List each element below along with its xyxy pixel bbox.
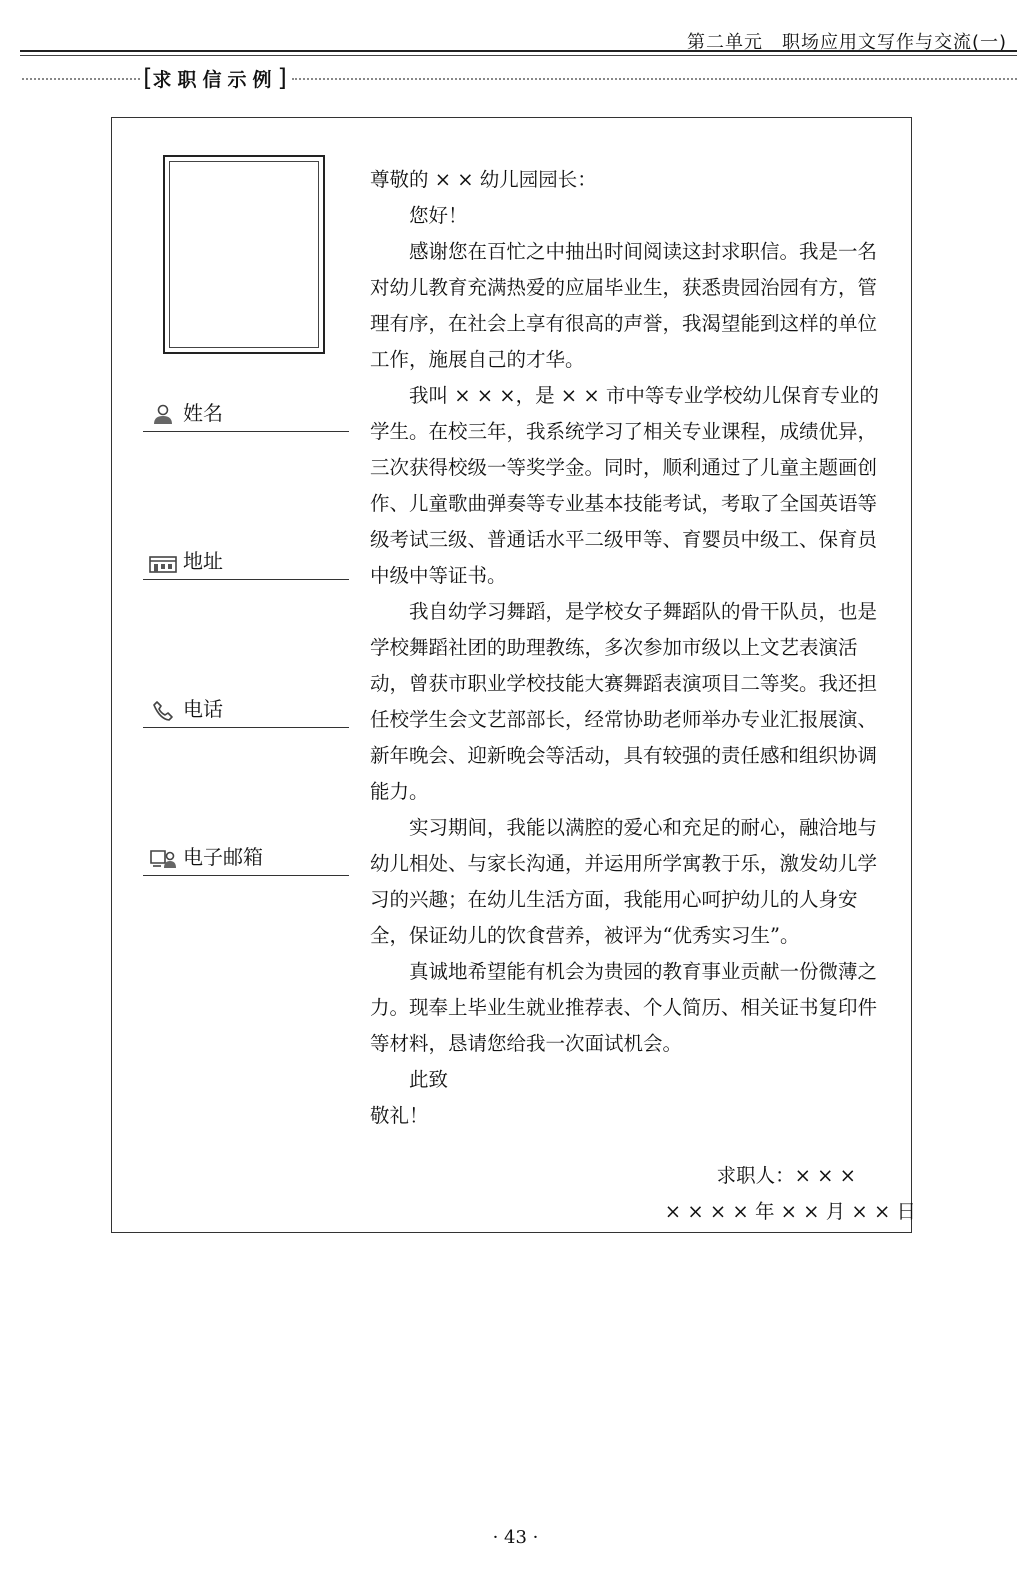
dotted-divider-left [22, 78, 140, 80]
phone-icon [149, 700, 177, 722]
field-address [143, 548, 349, 580]
person-icon [149, 404, 177, 426]
letter-closing: 此致 [409, 1068, 449, 1091]
date-line: × × × × 年 × × 月 × × 日 [664, 1200, 916, 1223]
signature-block [665, 1158, 916, 1230]
running-header-title: 第二单元 职场应用文写作与交流(一) [686, 32, 1007, 53]
email-person-icon [149, 848, 177, 870]
letter-body [370, 162, 890, 1134]
field-label: 电话 [183, 697, 223, 721]
field-name [143, 400, 349, 432]
letter-paragraph: 感谢您在百忙之中抽出时间阅读这封求职信。我是一名对幼儿教育充满热爱的应届毕业生，获悉贵园治园有方，管理有序，在社会上享有很高的声誉，我渴望能到这样的单位工作，施展自己的才华。 [370, 240, 878, 371]
signer-line: 求职人：× × × [716, 1164, 856, 1187]
field-label: 电子邮箱 [183, 845, 263, 869]
header-rule-thin [20, 55, 1017, 56]
letter-paragraph: 我叫 × × ×，是 × × 市中等专业学校幼儿保育专业的学生。在校三年，我系统学习了相关专业课程，成绩优异，三次获得校级一等奖学金。同时，顺利通过了儿童主题画创作、儿童歌曲弹奏等专业基本技能考试，考取了全国英语等级考试三级、普通话水平二级甲等、育婴员中级工、保育员中级中等证书。 [370, 384, 879, 587]
letter-regards: 敬礼！ [370, 1104, 429, 1127]
building-icon [149, 552, 177, 574]
letter-paragraph: 实习期间，我能以满腔的爱心和充足的耐心，融洽地与幼儿相处、与家长沟通，并运用所学寓教于乐，激发幼儿学习的兴趣；在幼儿生活方面，我能用心呵护幼儿的人身安全，保证幼儿的饮食营养，被评为“优秀实习生”。 [370, 816, 878, 947]
photo-inner-border [169, 161, 319, 348]
field-email [143, 844, 349, 876]
section-label-text: 求职信示例 [152, 68, 278, 91]
photo-placeholder [163, 155, 325, 354]
section-label [140, 64, 290, 92]
letter-greeting: 您好！ [409, 204, 468, 227]
letter-salutation: 尊敬的 × × 幼儿园园长： [370, 168, 597, 191]
field-label: 姓名 [183, 401, 223, 425]
dotted-divider-right [292, 78, 1017, 80]
letter-paragraph: 真诚地希望能有机会为贵园的教育事业贡献一份微薄之力。现奉上毕业生就业推荐表、个人简历、相关证书复印件等材料，恳请您给我一次面试机会。 [370, 960, 878, 1055]
header-rule [20, 50, 1017, 52]
field-phone [143, 696, 349, 728]
field-label: 地址 [183, 549, 223, 573]
letter-paragraph: 我自幼学习舞蹈，是学校女子舞蹈队的骨干队员，也是学校舞蹈社团的助理教练，多次参加市级以上文艺表演活动，曾获市职业学校技能大赛舞蹈表演项目二等奖。我还担任校学生会文艺部部长，经常协助老师举办专业汇报展演、新年晚会、迎新晚会等活动，具有较强的责任感和组织协调能力。 [370, 600, 878, 803]
bracket-close-icon: ] [277, 64, 287, 92]
bracket-open-icon: [ [143, 64, 153, 92]
page-number: · 43 · [492, 1527, 539, 1548]
